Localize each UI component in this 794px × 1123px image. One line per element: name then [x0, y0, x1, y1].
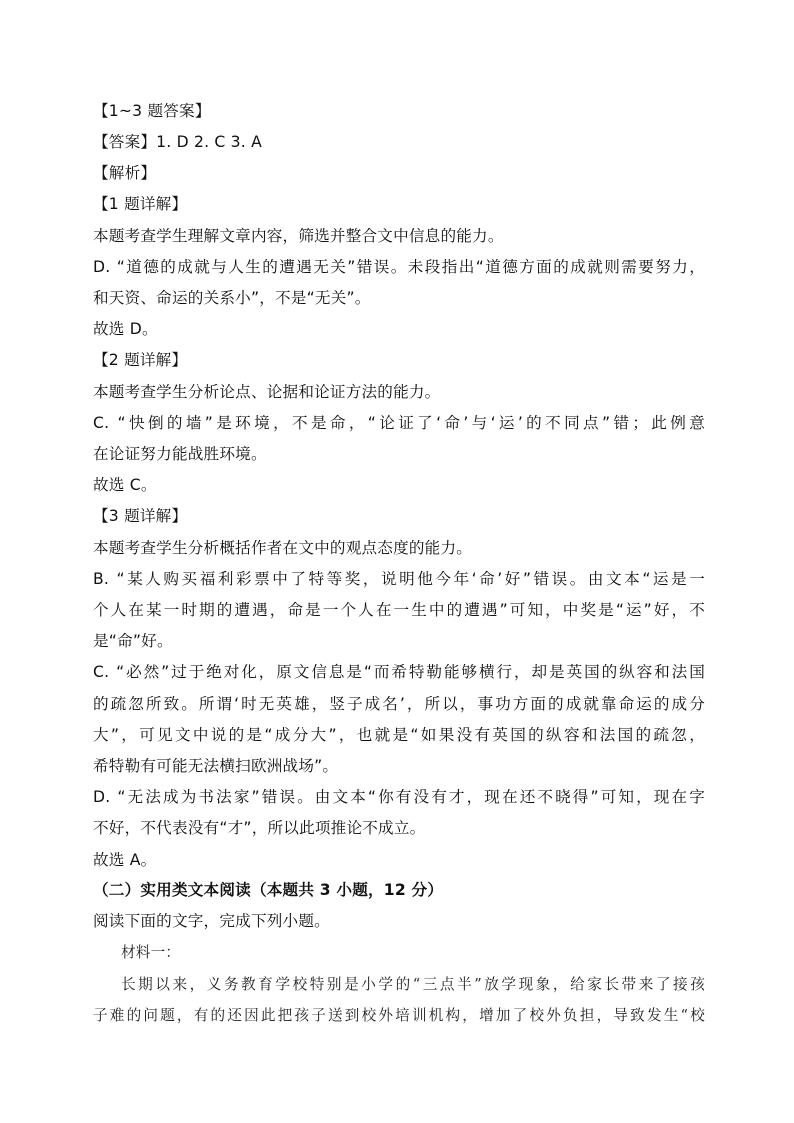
- q3-detail-header: 【3 题详解】: [93, 507, 188, 525]
- paragraph-line: 故选 A。: [93, 851, 157, 869]
- paragraph-line: D. “道德的成就与人生的遭遇无关”错误。未段指出“道德方面的成就则需要努力，: [93, 258, 705, 276]
- paragraph-line: 本题考查学生理解文章内容，筛选并整合文中信息的能力。: [93, 227, 504, 245]
- material-paragraph-line: 长期以来，义务教育学校特别是小学的“三点半”放学现象，给家长带来了接孩: [121, 976, 705, 993]
- paragraph-line: 故选 D。: [93, 320, 158, 338]
- paragraph-line: 希特勒有可能无法横扫欧洲战场”。: [93, 757, 339, 775]
- paragraph-line: 和天资、命运的关系小”，不是“无关”。: [93, 289, 371, 307]
- paragraph-line: C. “快倒的墙”是环境，不是命，“论证了‘命’与‘运’的不同点”错；此例意: [93, 414, 705, 432]
- material-paragraph-line: 子难的问题，有的还因此把孩子送到校外培训机构，增加了校外负担，导致发生“校: [93, 1007, 705, 1024]
- instruction-line: 阅读下面的文字，完成下列小题。: [93, 912, 330, 930]
- section-title: （二）实用类文本阅读（本题共 3 小题，12 分）: [93, 881, 444, 899]
- q2-detail-header: 【2 题详解】: [93, 351, 188, 369]
- q1-detail-header: 【1 题详解】: [93, 195, 188, 213]
- paragraph-line: 故选 C。: [93, 476, 157, 494]
- paragraph-line: 不好，不代表没有“才”，所以此项推论不成立。: [93, 819, 426, 837]
- paragraph-line: D. “无法成为书法家”错误。由文本“你有没有才，现在还不晓得”可知，现在字: [93, 788, 705, 806]
- section-header: 【1~3 题答案】: [93, 102, 211, 120]
- paragraph-line: B. “某人购买福利彩票中了特等奖，说明他今年‘命’好”错误。由文本“运是一: [93, 570, 705, 588]
- material-label: 材料一：: [121, 944, 181, 961]
- paragraph-line: C. “必然”过于绝对化，原文信息是“而希特勒能够横行，却是英国的纵容和法国: [93, 663, 705, 681]
- paragraph-line: 个人在某一时期的遭遇，命是一个人在一生中的遭遇”可知，中奖是“运”好，不: [93, 601, 705, 619]
- paragraph-line: 在论证努力能战胜环境。: [93, 445, 267, 463]
- analysis-header: 【解析】: [93, 164, 157, 182]
- paragraph-line: 本题考查学生分析概括作者在文中的观点态度的能力。: [93, 539, 473, 557]
- paragraph-line: 本题考查学生分析论点、论据和论证方法的能力。: [93, 383, 441, 401]
- paragraph-line: 的疏忽所致。所谓‘时无英雄，竖子成名’，所以，事功方面的成就靠命运的成分: [93, 695, 705, 713]
- answer-line: 【答案】1. D 2. C 3. A: [93, 133, 262, 151]
- paragraph-line: 是“命”好。: [93, 632, 173, 650]
- paragraph-line: 大”，可见文中说的是“成分大”，也就是“如果没有英国的纵容和法国的疏忽，: [93, 726, 705, 744]
